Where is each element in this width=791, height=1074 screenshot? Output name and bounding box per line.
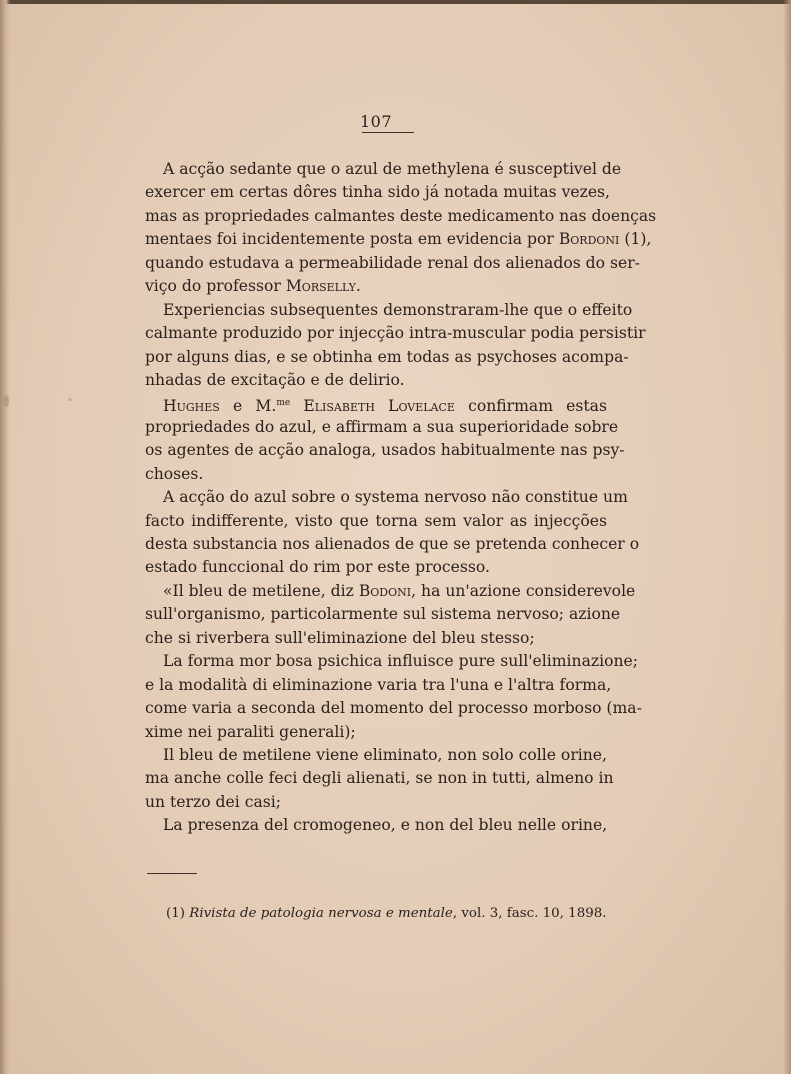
text-line: exercer em certas dôres tinha sido já notada muitas vezes, xyxy=(145,183,611,202)
text-line: A acção do azul sobre o systema nervoso não constitue um xyxy=(163,488,628,507)
page-left-edge xyxy=(0,0,10,1074)
text-line: Hughes e M.$^{me}$ Elisabeth Lovelace confirmam estas xyxy=(163,397,607,416)
page-top-edge xyxy=(0,0,791,4)
text-line: viço do professor Morselly. xyxy=(145,277,361,296)
footnote-rule xyxy=(147,873,197,874)
footnote-journal-title: Rivista de patologia nervosa e mentale xyxy=(189,906,453,921)
text-line: mentaes foi incidentemente posta em evidencia por Bordoni (1), xyxy=(145,230,652,249)
text-line: facto indifferente, visto que torna sem valor as injecções xyxy=(145,511,607,530)
body-text xyxy=(145,158,657,838)
page-number-rule xyxy=(362,132,414,133)
page-right-edge xyxy=(783,0,791,1074)
text-line: e la modalità di eliminazione varia tra l'una e l'altra forma, xyxy=(145,675,612,694)
footnote xyxy=(166,906,607,921)
text-line: nhadas de excitação e de delirio. xyxy=(145,370,405,389)
text-line: A acção sedante que o azul de methylena é susceptivel de xyxy=(163,160,622,178)
footnote-citation: , vol. 3, fasc. 10, 1898. xyxy=(452,906,607,921)
text-line: La forma mor bosa psichica influisce pure sull'eliminazione; xyxy=(163,652,638,671)
text-line: La presenza del cromogeneo, e non del bleu nelle orine, xyxy=(163,816,608,835)
text-line: propriedades do azul, e affirmam a sua superioridade sobre xyxy=(145,417,619,436)
text-line: ma anche colle feci degli alienati, se non in tutti, almeno in xyxy=(145,769,614,788)
paper-spot xyxy=(4,395,9,407)
text-line: che si riverbera sull'eliminazione del bleu stesso; xyxy=(145,628,535,647)
text-line: mas as propriedades calmantes deste medicamento nas doenças xyxy=(145,206,657,225)
text-line: desta substancia nos alienados de que se pretenda conhecer o xyxy=(145,535,640,553)
text-line: calmante produzido por injecção intra-muscular podia persistir xyxy=(145,324,646,343)
text-line: xime nei paraliti generali); xyxy=(145,722,356,741)
page-number: 107 xyxy=(359,112,393,131)
text-line: estado funccional do rim por este processo. xyxy=(145,558,490,577)
text-line: un terzo dei casi; xyxy=(145,792,281,811)
text-line: sull'organismo, particolarmente sul sistema nervoso; azione xyxy=(145,605,621,624)
text-line: «Il bleu de metilene, diz Bodoni, ha un'azione considerevole xyxy=(163,581,636,600)
text-line: come varia a seconda del momento del processo morboso (ma- xyxy=(145,699,642,718)
text-line: choses. xyxy=(145,464,204,483)
text-line: Il bleu de metilene viene eliminato, non solo colle orine, xyxy=(163,745,607,764)
footnote-marker: (1) xyxy=(166,906,185,921)
text-line: Experiencias subsequentes demonstraram-lhe que o effeito xyxy=(163,300,633,319)
paper-spot xyxy=(68,398,72,401)
text-line: quando estudava a permeabilidade renal dos alienados do ser- xyxy=(145,253,640,272)
text-line: os agentes de acção analoga, usados habitualmente nas psy- xyxy=(145,441,625,460)
text-line: por alguns dias, e se obtinha em todas as psychoses acompa- xyxy=(145,347,629,366)
